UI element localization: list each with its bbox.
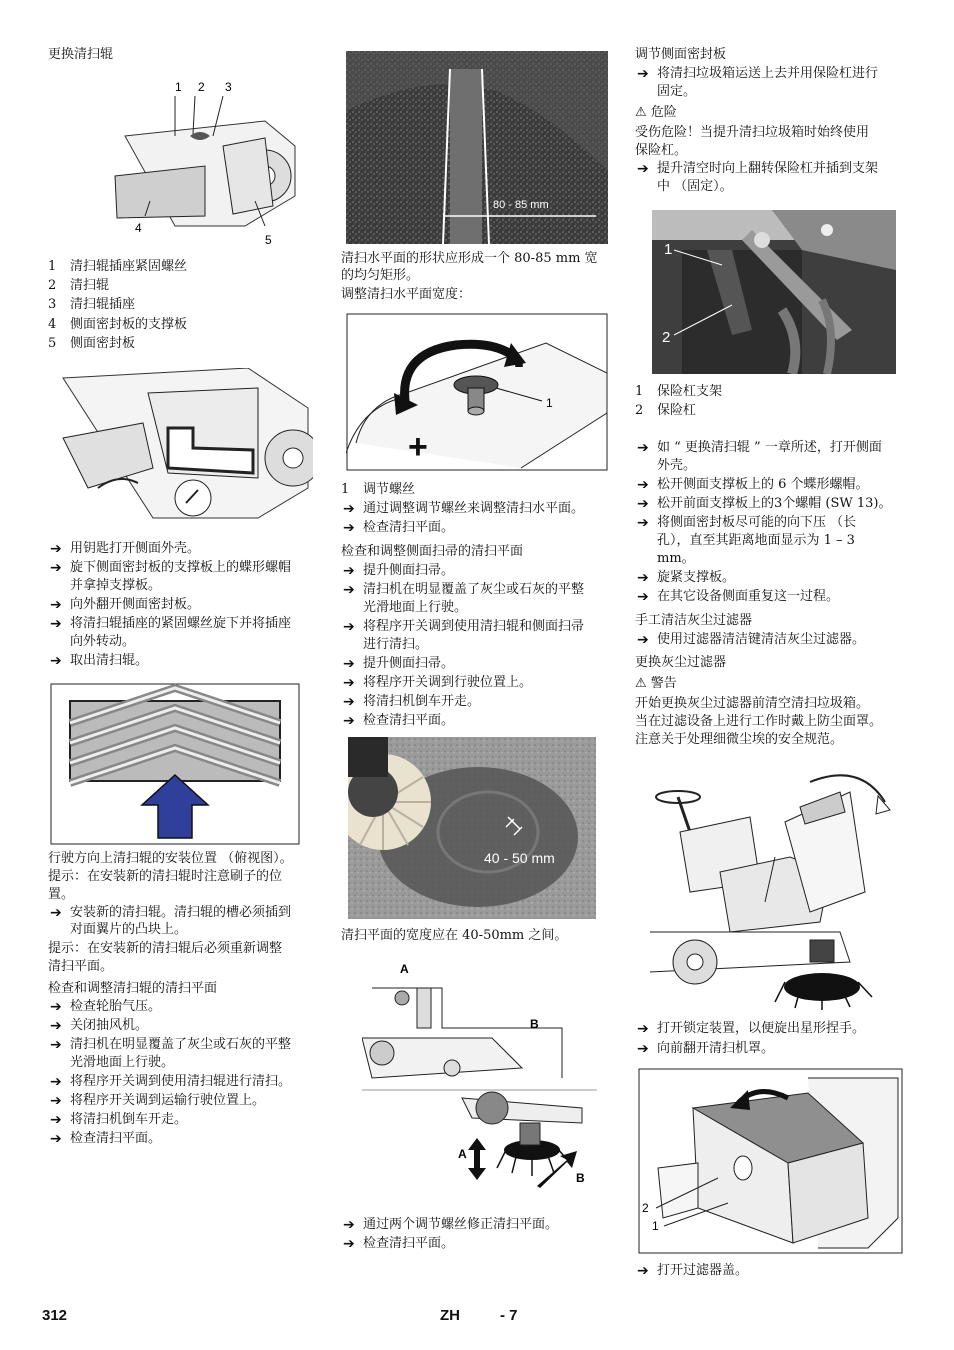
side-brush-adjust-figure xyxy=(362,958,602,1190)
step-text: 将清扫垃圾箱运送上去并用保险杠进行 xyxy=(657,66,879,81)
minus-sign: - xyxy=(514,347,524,380)
step-text: 将清扫机倒车开走。 xyxy=(70,1112,188,1127)
step-text: 光滑地面上行驶。 xyxy=(70,1055,175,1070)
note-text: 清扫平面。 xyxy=(48,959,114,974)
step-text: 通过调整调节螺丝来调整清扫水平面。 xyxy=(363,501,585,516)
label-A-top: A xyxy=(400,962,409,976)
step-text: 进行清扫。 xyxy=(363,637,429,652)
step-text: 光滑地面上行驶。 xyxy=(363,600,468,615)
step-text: 打开过滤器盖。 xyxy=(657,1263,749,1278)
step-arrow-icon: ➔ xyxy=(50,560,62,576)
warning-text: 当在过滤设备上进行工作时戴上防尘面罩。 xyxy=(635,714,883,729)
legend-item: 清扫辊 xyxy=(70,278,110,293)
section-heading-replace-roller: 更换清扫辊 xyxy=(48,47,114,62)
step-arrow-icon: ➔ xyxy=(343,619,355,635)
legend-item: 保险杠 xyxy=(657,403,697,418)
step-arrow-icon: ➔ xyxy=(637,440,649,456)
step-text: 检查清扫平面。 xyxy=(363,1236,455,1251)
filter-label-2: 2 xyxy=(642,1201,649,1215)
step-text: 检查轮胎气压。 xyxy=(70,999,162,1014)
danger-text: 受伤危险！当提升清扫垃圾箱时始终使用 xyxy=(635,125,870,140)
step-text: 使用过滤器清洁键清洁灰尘过滤器。 xyxy=(657,632,866,647)
step-arrow-icon: ➔ xyxy=(50,1131,62,1147)
step-text: 向外转动。 xyxy=(70,634,136,649)
caption-roller-position: 行驶方向上清扫辊的安装位置 （俯视图）。 xyxy=(48,851,293,866)
step-text: 关闭抽风机。 xyxy=(70,1018,149,1033)
step-text: 向前翻开清扫机罩。 xyxy=(657,1041,775,1056)
step-text: 提升清空时向上翻转保险杠并插到支架 xyxy=(657,161,879,176)
filter-cover-figure xyxy=(638,1068,903,1254)
photo-label-2: 2 xyxy=(662,329,671,346)
step-text: 检查清扫平面。 xyxy=(70,1131,162,1146)
fig1-label-4: 4 xyxy=(135,221,142,235)
step-text: 取出清扫辊。 xyxy=(70,653,149,668)
section-heading-side-brush: 检查和调整侧面扫帚的清扫平面 xyxy=(341,544,524,559)
danger-text: 保险杠。 xyxy=(635,143,688,158)
roller-removal-figure xyxy=(105,76,305,248)
section-heading-side-seal: 调节侧面密封板 xyxy=(635,47,727,62)
step-text: 孔），直至其距离地面显示为 1 – 3 xyxy=(657,533,855,548)
step-arrow-icon: ➔ xyxy=(637,570,649,586)
fig1-label-5: 5 xyxy=(265,233,272,247)
note-text: 提示：在安装新的清扫辊时注意刷子的位 xyxy=(48,869,283,884)
danger-title: 危险 xyxy=(650,105,677,120)
page-number: 312 xyxy=(42,1307,68,1324)
step-text: 对面翼片的凸块上。 xyxy=(70,922,188,937)
step-arrow-icon: ➔ xyxy=(50,1018,62,1034)
step-text: 如 “ 更换清扫辊 ” 一章所述，打开侧面 xyxy=(657,440,882,455)
step-arrow-icon: ➔ xyxy=(50,616,62,632)
step-text: 向外翻开侧面密封板。 xyxy=(70,597,201,612)
step-text: 将程序开关调到使用清扫辊进行清扫。 xyxy=(70,1074,292,1089)
step-text: 清扫机在明显覆盖了灰尘或石灰的平整 xyxy=(70,1037,292,1052)
step-arrow-icon: ➔ xyxy=(637,477,649,493)
label-B-bottom: B xyxy=(576,1171,585,1185)
step-arrow-icon: ➔ xyxy=(343,713,355,729)
step-text: 在其它设备侧面重复这一过程。 xyxy=(657,589,840,604)
legend-num: 1 xyxy=(635,384,644,399)
fig1-label-1: 1 xyxy=(175,80,182,94)
body-text: 清扫水平面的形状应形成一个 80-85 mm 宽 xyxy=(341,251,598,266)
step-text: 中 （固定）。 xyxy=(657,179,733,194)
section-heading-replace-filter: 更换灰尘过滤器 xyxy=(635,655,727,670)
plus-sign: + xyxy=(408,428,428,466)
step-text: 清扫机在明显覆盖了灰尘或石灰的平整 xyxy=(363,582,585,597)
step-arrow-icon: ➔ xyxy=(637,632,649,648)
step-arrow-icon: ➔ xyxy=(637,1021,649,1037)
sweeper-hood-open-figure xyxy=(650,762,895,1012)
step-text: 用钥匙打开侧面外壳。 xyxy=(70,541,201,556)
warning-triangle-icon: ⚠ xyxy=(635,676,647,691)
legend-num: 2 xyxy=(48,278,57,293)
warning-text: 开始更换灰尘过滤器前清空清扫垃圾箱。 xyxy=(635,696,870,711)
side-housing-figure xyxy=(58,368,313,528)
step-arrow-icon: ➔ xyxy=(343,563,355,579)
step-arrow-icon: ➔ xyxy=(637,66,649,82)
step-text: 打开锁定装置，以便旋出星形捏手。 xyxy=(657,1021,866,1036)
body-text: 清扫平面的宽度应在 40-50mm 之间。 xyxy=(341,928,568,943)
section-heading-check-roller: 检查和调整清扫辊的清扫平面 xyxy=(48,981,218,996)
legend-item: 侧面密封板的支撑板 xyxy=(70,317,188,332)
side-brush-pattern-photo xyxy=(348,737,596,919)
width-40-50-label: 40 - 50 mm xyxy=(484,850,555,866)
step-arrow-icon: ➔ xyxy=(637,589,649,605)
step-text: 提升侧面扫帚。 xyxy=(363,563,455,578)
step-arrow-icon: ➔ xyxy=(637,515,649,531)
step-arrow-icon: ➔ xyxy=(50,905,62,921)
step-arrow-icon: ➔ xyxy=(343,1236,355,1252)
language-code: ZH xyxy=(440,1307,460,1324)
screw-label-1: 1 xyxy=(546,396,553,410)
fig1-label-2: 2 xyxy=(198,80,205,94)
legend-item: 清扫辊插座 xyxy=(70,297,136,312)
warning-triangle-icon: ⚠ xyxy=(635,105,647,120)
step-text: 固定。 xyxy=(657,84,697,99)
fig1-label-3: 3 xyxy=(225,80,232,94)
legend-num: 1 xyxy=(48,259,57,274)
body-text: 调整清扫水平面宽度： xyxy=(341,287,472,302)
legend-item: 侧面密封板 xyxy=(70,336,136,351)
safety-bar-photo xyxy=(652,210,896,374)
step-arrow-icon: ➔ xyxy=(343,520,355,536)
step-text: 检查清扫平面。 xyxy=(363,520,455,535)
step-text: 将程序开关调到使用清扫辊和侧面扫帚 xyxy=(363,619,585,634)
legend-item: 保险杠支架 xyxy=(657,384,723,399)
step-arrow-icon: ➔ xyxy=(50,1112,62,1128)
step-text: 松开侧面支撑板上的 6 个蝶形螺帽。 xyxy=(657,477,869,492)
step-arrow-icon: ➔ xyxy=(343,675,355,691)
legend-num: 2 xyxy=(635,403,644,418)
step-text: 将清扫辊插座的紧固螺丝旋下并将插座 xyxy=(70,616,292,631)
warning-text: 注意关于处理细微尘埃的安全规范。 xyxy=(635,732,844,747)
step-arrow-icon: ➔ xyxy=(50,999,62,1015)
legend-num: 5 xyxy=(48,336,57,351)
body-text: 的均匀矩形。 xyxy=(341,268,420,283)
legend-num: 4 xyxy=(48,317,57,332)
step-arrow-icon: ➔ xyxy=(343,501,355,517)
legend-num: 1 xyxy=(341,482,350,497)
warning-title: 警告 xyxy=(650,676,677,691)
step-arrow-icon: ➔ xyxy=(50,541,62,557)
step-arrow-icon: ➔ xyxy=(637,496,649,512)
step-arrow-icon: ➔ xyxy=(50,653,62,669)
step-text: 并拿掉支撑板。 xyxy=(70,578,162,593)
legend-num: 3 xyxy=(48,297,57,312)
step-text: 旋紧支撑板。 xyxy=(657,570,736,585)
sweep-pattern-photo xyxy=(346,51,608,244)
step-arrow-icon: ➔ xyxy=(637,161,649,177)
step-text: 旋下侧面密封板的支撑板上的蝶形螺帽 xyxy=(70,560,292,575)
width-80-85-label: 80 - 85 mm xyxy=(493,199,549,211)
section-heading-clean-filter: 手工清洁灰尘过滤器 xyxy=(635,613,753,628)
legend-item: 调节螺丝 xyxy=(363,482,416,497)
step-text: mm。 xyxy=(657,551,695,566)
section-page: - 7 xyxy=(500,1307,518,1324)
adjustment-screw-figure xyxy=(346,313,608,471)
step-arrow-icon: ➔ xyxy=(343,694,355,710)
step-text: 检查清扫平面。 xyxy=(363,713,455,728)
step-text: 提升侧面扫帚。 xyxy=(363,656,455,671)
note-text: 置。 xyxy=(48,887,75,902)
warning-heading xyxy=(635,675,677,693)
label-B-top: B xyxy=(530,1017,539,1031)
danger-heading xyxy=(635,104,677,122)
step-arrow-icon: ➔ xyxy=(343,1217,355,1233)
label-A-bottom: A xyxy=(458,1147,467,1161)
step-text: 松开前面支撑板上的3个螺帽 (SW 13)。 xyxy=(657,496,892,511)
step-text: 外壳。 xyxy=(657,458,697,473)
step-arrow-icon: ➔ xyxy=(50,1093,62,1109)
step-arrow-icon: ➔ xyxy=(637,1041,649,1057)
step-arrow-icon: ➔ xyxy=(50,1037,62,1053)
step-arrow-icon: ➔ xyxy=(50,1074,62,1090)
step-arrow-icon: ➔ xyxy=(343,656,355,672)
legend-item: 清扫辊插座紧固螺丝 xyxy=(70,259,188,274)
step-arrow-icon: ➔ xyxy=(50,597,62,613)
step-arrow-icon: ➔ xyxy=(637,1263,649,1279)
step-text: 安装新的清扫辊。清扫辊的槽必须插到 xyxy=(70,905,292,920)
step-arrow-icon: ➔ xyxy=(343,582,355,598)
note-text: 提示：在安装新的清扫辊后必须重新调整 xyxy=(48,941,283,956)
step-text: 将程序开关调到行驶位置上。 xyxy=(363,675,533,690)
step-text: 通过两个调节螺丝修正清扫平面。 xyxy=(363,1217,559,1232)
filter-label-1: 1 xyxy=(652,1219,659,1233)
photo-label-1: 1 xyxy=(664,241,673,258)
step-text: 将清扫机倒车开走。 xyxy=(363,694,481,709)
step-text: 将侧面密封板尽可能的向下压 （长 xyxy=(657,515,857,530)
roller-install-position-figure xyxy=(50,683,300,845)
step-text: 将程序开关调到运输行驶位置上。 xyxy=(70,1093,266,1108)
